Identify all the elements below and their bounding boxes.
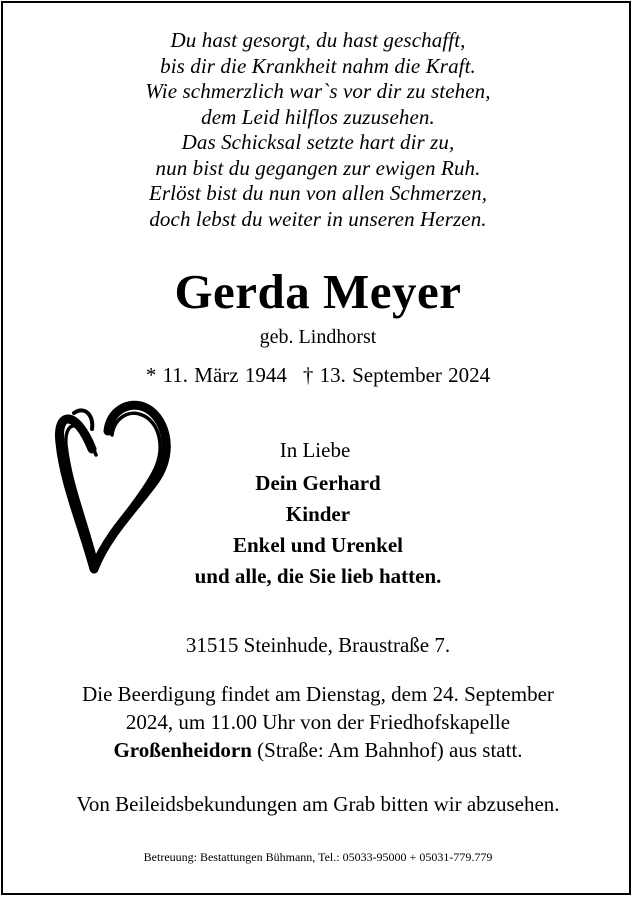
maiden-name: geb. Lindhorst [259, 326, 377, 348]
mourner-line: und alle, die Sie lieb hatten. [194, 564, 442, 588]
poem-line: dem Leid hilflos zuzusehen. [201, 104, 435, 129]
deceased-name: Gerda Meyer [174, 264, 462, 319]
poem-line: doch lebst du weiter in unseren Herzen. [149, 206, 487, 231]
poem-line: Das Schicksal setzte hart dir zu, [181, 130, 455, 154]
life-dates [0, 362, 636, 388]
funeral-line: Die Beerdigung findet am Dienstag, dem 24. September [82, 682, 554, 706]
funeral-line: 2024, um 11.00 Uhr von der Friedhofskapelle [125, 710, 511, 734]
poem-line: Du hast gesorgt, du hast geschafft, [170, 28, 466, 52]
poem-line: Wie schmerzlich war`s vor dir zu stehen, [145, 79, 491, 103]
poem [0, 28, 636, 232]
funeral-line-rest: (Straße: Am Bahnhof) aus statt. [251, 738, 523, 762]
poem-line: nun bist du gegangen zur ewigen Ruh. [155, 155, 481, 180]
death-date: † 13. September 2024 [302, 363, 491, 387]
birth-date: * 11. März 1944 [145, 363, 287, 387]
funeral-line [0, 736, 636, 764]
poem-line: bis dir die Krankheit nahm die Kraft. [160, 53, 476, 78]
poem-line: Erlöst bist du nun von allen Schmerzen, [148, 181, 488, 205]
funeral-info [0, 680, 636, 764]
mourner-line: Kinder [285, 502, 351, 526]
funeral-place: Großenheidorn [113, 738, 252, 762]
mourners-list [0, 468, 636, 592]
condolence-note: Von Beileidsbekundungen am Grab bitten wir abzusehen. [76, 792, 560, 816]
love-intro: In Liebe [279, 438, 351, 462]
mourner-line: Dein Gerhard [255, 471, 381, 495]
address: 31515 Steinhude, Braustraße 7. [185, 633, 451, 657]
funeral-home-footer: Betreuung: Bestattungen Bühmann, Tel.: 05033-95000 + 05031-779.779 [143, 850, 493, 864]
mourner-line: Enkel und Urenkel [233, 533, 403, 557]
